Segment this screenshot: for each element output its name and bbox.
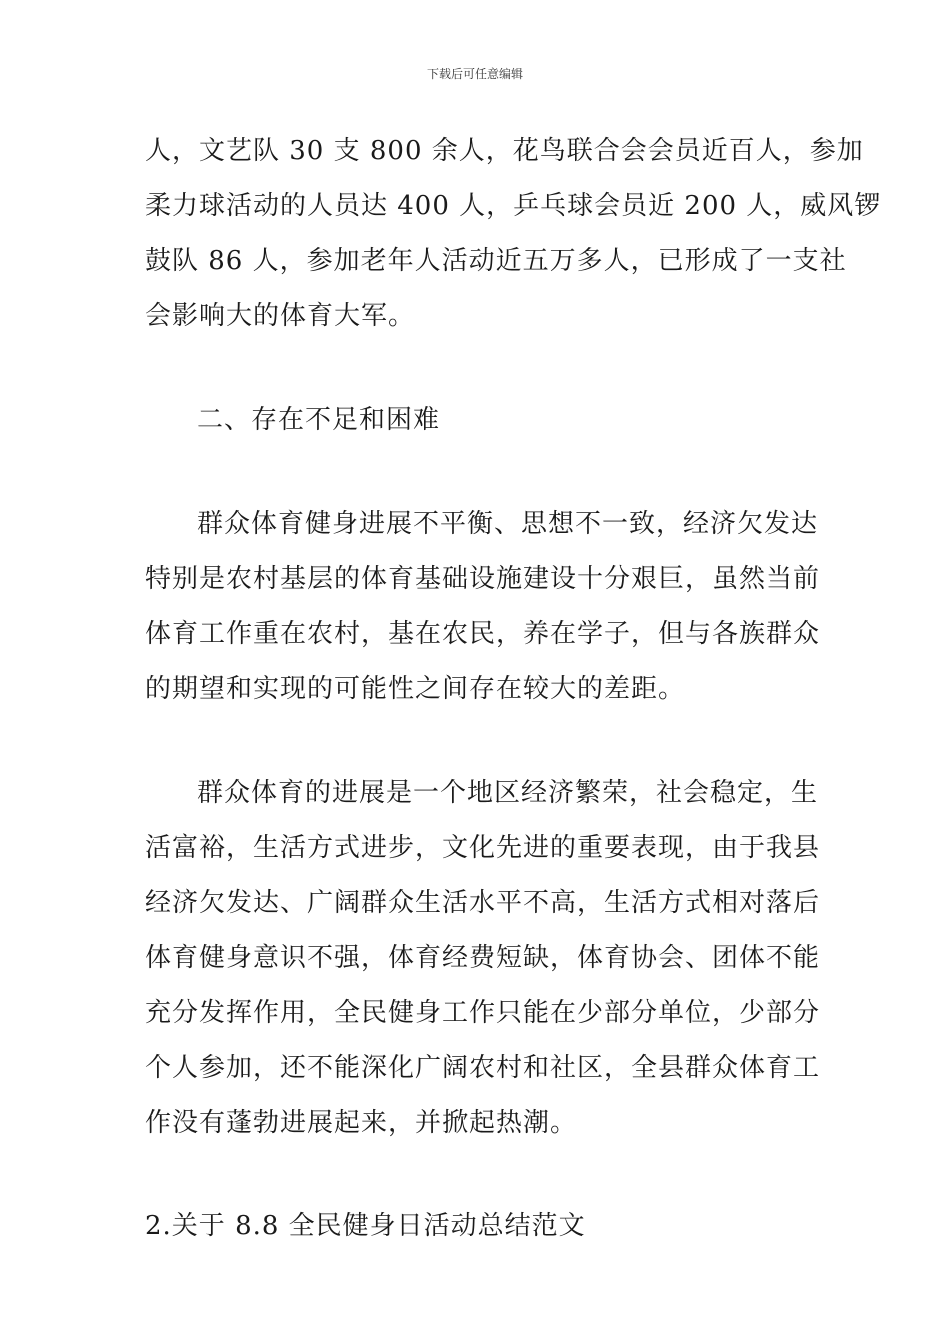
paragraph-line: 会影响大的体育大军。 — [145, 301, 416, 331]
paragraph-line: 群众体育的进展是一个地区经济繁荣，社会稳定，生 — [197, 778, 819, 808]
paragraph-development — [145, 766, 821, 1151]
paragraph-line: 体育健身意识不强，体育经费短缺，体育协会、团体不能 — [145, 943, 821, 973]
section-heading: 二、存在不足和困难 — [197, 405, 441, 435]
paragraph-shortcomings — [145, 497, 821, 717]
paragraph-participation — [145, 124, 882, 344]
paragraph-line: 的期望和实现的可能性之间存在较大的差距。 — [145, 674, 686, 704]
article-title: 2.关于 8.8 全民健身日活动总结范文 — [145, 1211, 586, 1241]
paragraph-line: 特别是农村基层的体育基础设施建设十分艰巨，虽然当前 — [145, 564, 821, 594]
spacer — [145, 717, 809, 766]
paragraph-line: 个人参加，还不能深化广阔农村和社区，全县群众体育工 — [145, 1053, 821, 1083]
paragraph-line: 经济欠发达、广阔群众生活水平不高，生活方式相对落后 — [145, 888, 821, 918]
paragraph-line: 柔力球活动的人员达 400 人，乒乓球会员近 200 人，威风锣 — [145, 191, 882, 221]
paragraph-line: 充分发挥作用，全民健身工作只能在少部分单位，少部分 — [145, 998, 821, 1028]
page-header-note: 下载后可任意编辑 — [426, 67, 523, 81]
paragraph-line: 作没有蓬勃进展起来，并掀起热潮。 — [145, 1108, 578, 1138]
paragraph-line: 活富裕，生活方式进步，文化先进的重要表现，由于我县 — [145, 833, 821, 863]
document-body — [145, 124, 882, 1254]
spacer — [145, 344, 809, 393]
paragraph-line: 鼓队 86 人，参加老年人活动近五万多人，已形成了一支社 — [145, 246, 847, 276]
spacer — [145, 1151, 809, 1199]
paragraph-line: 人，文艺队 30 支 800 余人，花鸟联合会会员近百人，参加 — [145, 136, 864, 166]
paragraph-line: 体育工作重在农村，基在农民，养在学子，但与各族群众 — [145, 619, 821, 649]
spacer — [145, 448, 809, 497]
paragraph-line: 群众体育健身进展不平衡、思想不一致，经济欠发达 — [197, 509, 819, 539]
